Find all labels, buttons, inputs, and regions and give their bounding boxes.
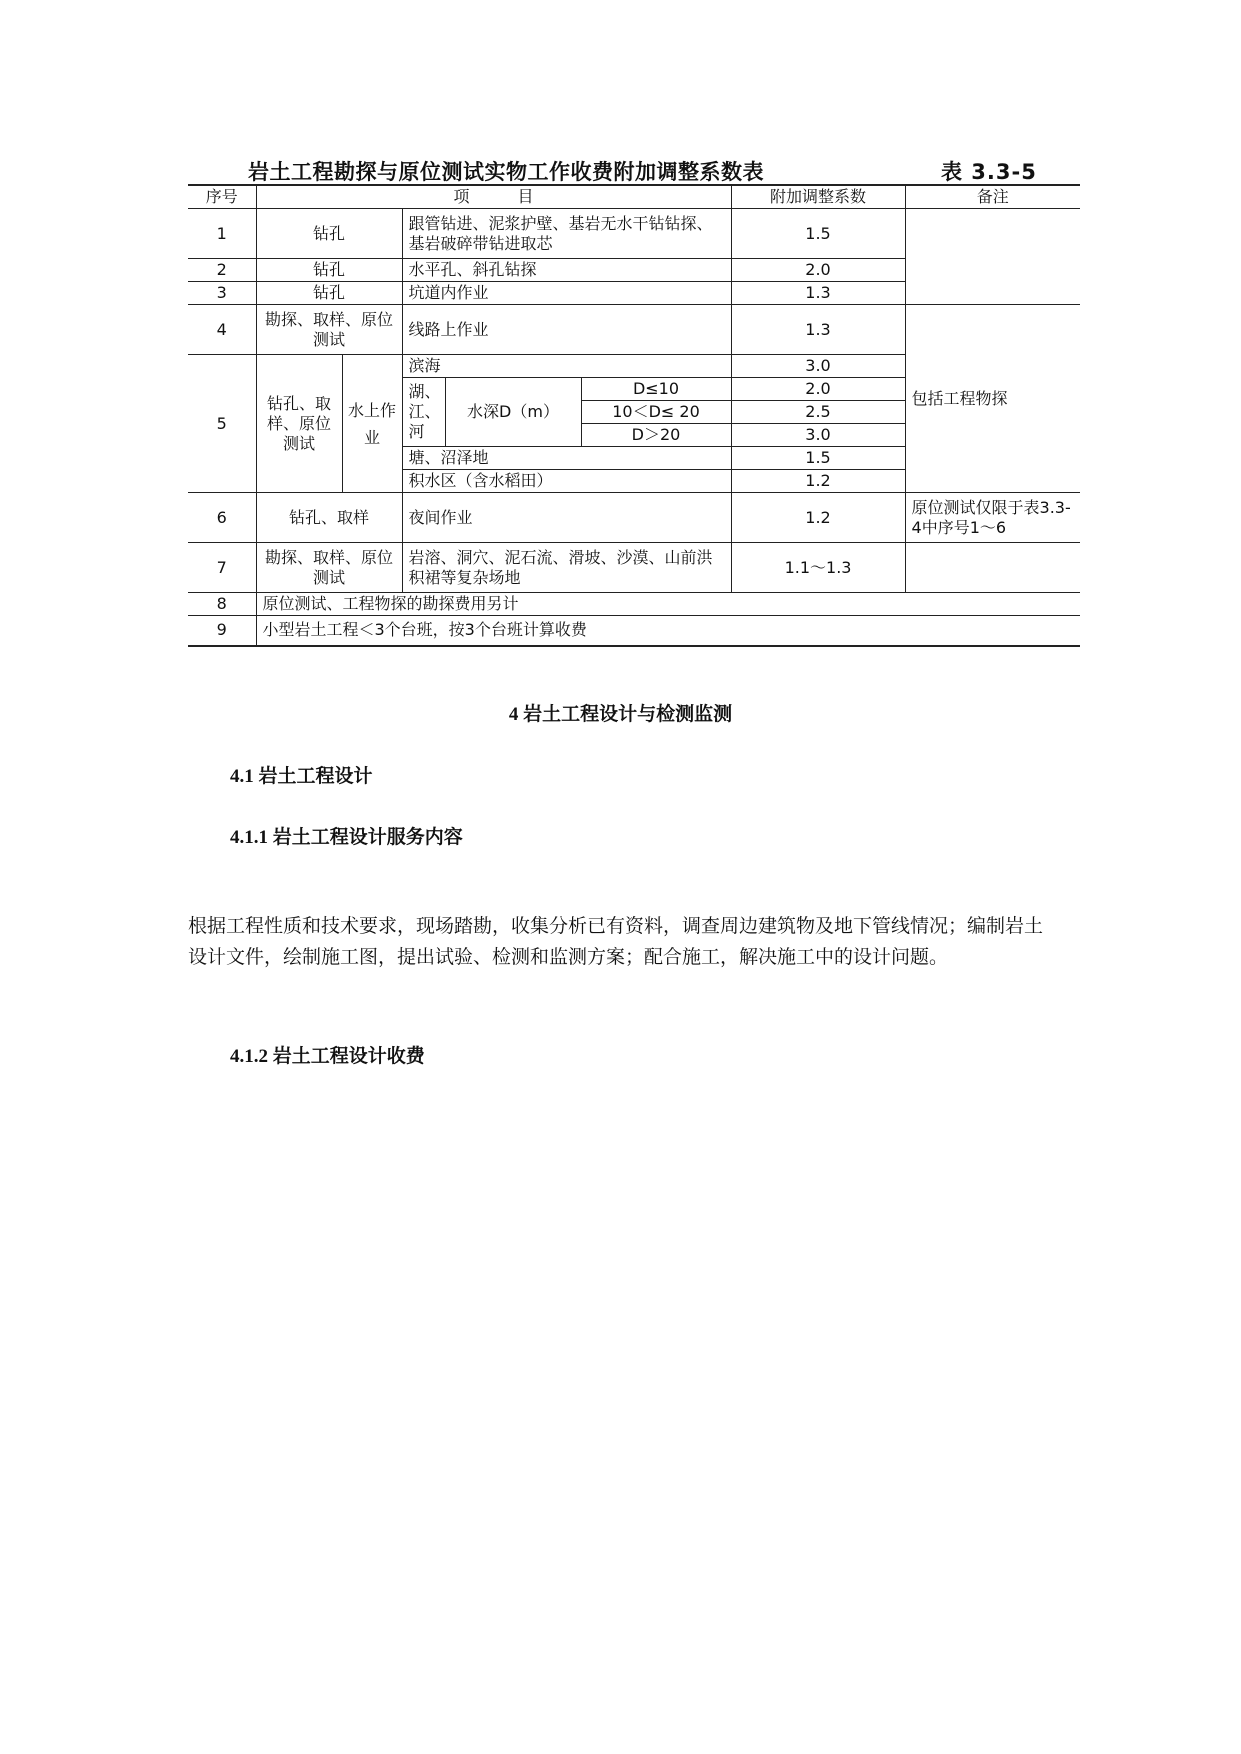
row-description: 夜间作业 — [402, 493, 731, 543]
row-coefficient: 2.0 — [731, 378, 905, 401]
row-coefficient: 1.1～1.3 — [731, 543, 905, 593]
fee-adjustment-table-figure — [188, 150, 1080, 647]
row-seq: 1 — [188, 209, 256, 259]
row-seq: 7 — [188, 543, 256, 593]
row-seq: 8 — [188, 593, 256, 616]
subitem-paddy: 积水区（含水稻田） — [402, 470, 731, 493]
row-note-empty — [905, 543, 1080, 593]
table-row — [188, 543, 1080, 593]
row-coefficient: 2.5 — [731, 401, 905, 424]
depth-range: D＞20 — [581, 424, 731, 447]
row-description: 水平孔、斜孔钻探 — [402, 259, 731, 282]
table-title-bar — [188, 150, 1080, 184]
row-seq: 2 — [188, 259, 256, 282]
body-paragraph: 根据工程性质和技术要求，现场踏勘，收集分析已有资料，调查周边建筑物及地下管线情况；编制岩土设计文件，绘制施工图，提出试验、检测和监测方案；配合施工，解决施工中的设计问题。 — [188, 916, 1044, 968]
header-item: 项 目 — [256, 185, 731, 209]
table-number: 表 3.3-5 — [941, 160, 1037, 184]
row-seq: 9 — [188, 616, 256, 646]
row-coefficient: 3.0 — [731, 424, 905, 447]
water-depth-label: 水深D（m） — [445, 378, 581, 447]
depth-range: D≤10 — [581, 378, 731, 401]
header-coef: 附加调整系数 — [731, 185, 905, 209]
row-coefficient: 1.2 — [731, 493, 905, 543]
depth-range: 10＜D≤ 20 — [581, 401, 731, 424]
subitem-lake-river: 湖、江、河 — [402, 378, 445, 447]
row-description: 坑道内作业 — [402, 282, 731, 305]
table-row — [188, 493, 1080, 543]
row-coefficient: 1.5 — [731, 447, 905, 470]
table-row — [188, 616, 1080, 646]
table-row — [188, 209, 1080, 259]
row-category: 钻孔 — [256, 282, 402, 305]
row-category: 钻孔 — [256, 209, 402, 259]
row-coefficient: 1.3 — [731, 305, 905, 355]
row-note-empty — [905, 209, 1080, 305]
row-text: 原位测试、工程物探的勘探费用另计 — [256, 593, 1080, 616]
section-heading-4-1: 4.1 岩土工程设计 — [230, 766, 373, 787]
row-seq: 4 — [188, 305, 256, 355]
section-heading-4-1-1: 4.1.1 岩土工程设计服务内容 — [230, 827, 463, 848]
table-title: 岩土工程勘探与原位测试实物工作收费附加调整系数表 — [248, 160, 764, 184]
table-row — [188, 593, 1080, 616]
chapter-heading: 4 岩土工程设计与检测监测 — [508, 704, 733, 725]
row-description: 岩溶、洞穴、泥石流、滑坡、沙漠、山前洪积裙等复杂场地 — [402, 543, 731, 593]
fee-adjustment-table — [188, 184, 1080, 647]
row-description: 线路上作业 — [402, 305, 731, 355]
section-heading-4-1-2: 4.1.2 岩土工程设计收费 — [230, 1046, 425, 1067]
row-seq: 6 — [188, 493, 256, 543]
row-coefficient: 3.0 — [731, 355, 905, 378]
table-header-row — [188, 185, 1080, 209]
subitem-coastal: 滨海 — [402, 355, 731, 378]
row-coefficient: 1.2 — [731, 470, 905, 493]
row-coefficient: 1.5 — [731, 209, 905, 259]
row-description: 跟管钻进、泥浆护壁、基岩无水干钻钻探、基岩破碎带钻进取芯 — [402, 209, 731, 259]
row-coefficient: 1.3 — [731, 282, 905, 305]
row-seq: 5 — [188, 355, 256, 493]
row-category: 勘探、取样、原位测试 — [256, 543, 402, 593]
subitem-pond: 塘、沼泽地 — [402, 447, 731, 470]
row-category: 钻孔、取样、原位测试 — [256, 355, 342, 493]
row-category: 钻孔 — [256, 259, 402, 282]
table-row — [188, 305, 1080, 355]
row-text: 小型岩土工程＜3个台班，按3个台班计算收费 — [256, 616, 1080, 646]
header-seq: 序号 — [188, 185, 256, 209]
header-note: 备注 — [905, 185, 1080, 209]
row-category: 钻孔、取样 — [256, 493, 402, 543]
row-seq: 3 — [188, 282, 256, 305]
row-category: 勘探、取样、原位测试 — [256, 305, 402, 355]
row-note: 包括工程物探 — [905, 305, 1080, 493]
water-operation-label: 水上作业 — [342, 355, 402, 493]
row-note: 原位测试仅限于表3.3-4中序号1～6 — [905, 493, 1080, 543]
row-coefficient: 2.0 — [731, 259, 905, 282]
